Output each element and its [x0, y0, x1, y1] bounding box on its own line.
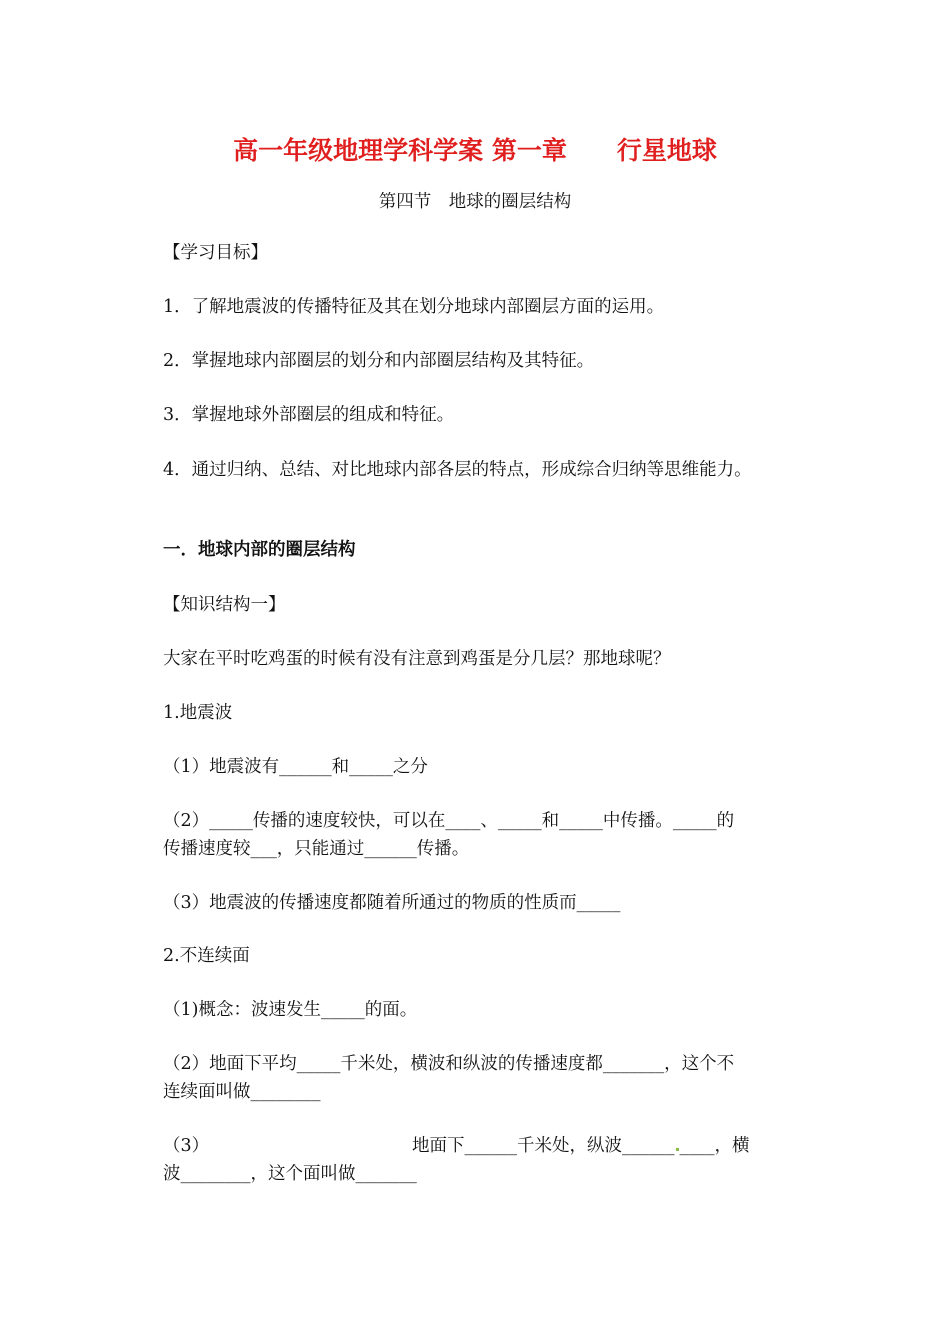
objective-item-4: 4．通过归纳、总结、对比地球内部各层的特点，形成综合归纳等思维能力。	[163, 460, 752, 480]
discontinuity-q3-text-b: ____，横	[679, 1136, 750, 1156]
section-heading: 一．地球内部的圈层结构	[163, 540, 356, 560]
seismic-q3: （3）地震波的传播速度都随着所通过的物质的性质而_____	[163, 893, 621, 913]
seismic-heading: 1.地震波	[163, 703, 233, 723]
objective-item-2: 2．掌握地球内部圈层的划分和内部圈层结构及其特征。	[163, 351, 595, 371]
discontinuity-q3-label: （3）	[163, 1136, 210, 1156]
discontinuity-q2-line2: 连续面叫做________	[163, 1082, 321, 1102]
seismic-q1: （1）地震波有______和_____之分	[163, 757, 428, 777]
section-subtitle: 第四节 地球的圈层结构	[378, 192, 572, 212]
seismic-q2-line1: （2）_____传播的速度较快，可以在____、_____和_____中传播。_____的	[163, 811, 735, 831]
discontinuity-heading: 2.不连续面	[163, 946, 250, 966]
knowledge-heading: 【知识结构一】	[163, 595, 286, 615]
discontinuity-q3-text-a: 地面下______千米处，纵波______	[412, 1136, 675, 1156]
highlight-mark	[676, 1148, 679, 1151]
seismic-q2-line2: 传播速度较___，只能通过______传播。	[163, 839, 470, 859]
intro-question: 大家在平时吃鸡蛋的时候有没有注意到鸡蛋是分几层？那地球呢？	[163, 649, 671, 669]
objectives-heading: 【学习目标】	[163, 243, 268, 263]
document-title: 高一年级地理学科学案 第一章 行星地球	[233, 136, 717, 165]
discontinuity-q3-line2: 波________，这个面叫做_______	[163, 1164, 417, 1184]
discontinuity-q1: （1)概念：波速发生_____的面。	[163, 1000, 418, 1020]
objective-item-1: 1．了解地震波的传播特征及其在划分地球内部圈层方面的运用。	[163, 297, 665, 317]
discontinuity-q3-line1	[412, 1136, 750, 1158]
objective-item-3: 3．掌握地球外部圈层的组成和特征。	[163, 405, 455, 425]
discontinuity-q2-line1: （2）地面下平均_____千米处，横波和纵波的传播速度都_______，这个不	[163, 1054, 735, 1074]
